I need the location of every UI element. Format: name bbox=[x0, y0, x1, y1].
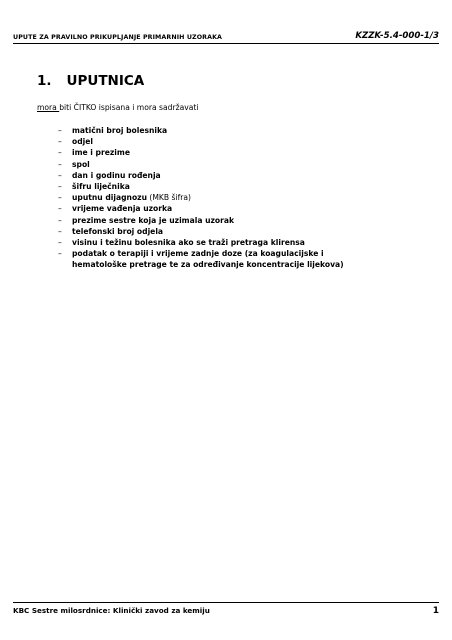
list-item bbox=[58, 192, 378, 203]
list-item-main: odjel bbox=[72, 137, 94, 147]
list-item-text bbox=[72, 237, 378, 248]
list-item-main: podatak o terapiji i vrijeme zadnje doze (za koagulacijske i hematološke pretrage te za određivanje koncentracije lijekova) bbox=[72, 249, 344, 270]
list-dash: – bbox=[58, 226, 62, 236]
list-item-main: dan i godinu rođenja bbox=[72, 170, 161, 180]
page-header bbox=[13, 27, 439, 44]
list-item-text bbox=[72, 203, 378, 214]
page-footer bbox=[13, 602, 439, 616]
list-item bbox=[58, 136, 378, 147]
list-item bbox=[58, 147, 378, 158]
section-number: 1. bbox=[37, 73, 52, 89]
list-dash: – bbox=[58, 238, 62, 248]
section-heading bbox=[37, 73, 144, 89]
list-dash: – bbox=[58, 170, 62, 180]
list-item-main: spol bbox=[72, 159, 90, 169]
list-item-text bbox=[72, 192, 378, 203]
list-dash: – bbox=[58, 137, 62, 147]
list-item-main: ime i prezime bbox=[72, 148, 130, 158]
list-item bbox=[58, 237, 378, 248]
section-title: UPUTNICA bbox=[66, 73, 145, 89]
list-item-main: uputnu dijagnozu bbox=[72, 193, 147, 203]
list-item-text bbox=[72, 215, 378, 226]
list-item bbox=[58, 125, 378, 136]
list-item-note: (MKB šifra) bbox=[147, 193, 192, 203]
list-item-text bbox=[72, 170, 378, 181]
list-item-main: telefonski broj odjela bbox=[72, 226, 164, 236]
list-item-text bbox=[72, 125, 378, 136]
list-item-main: vrijeme vađenja uzorka bbox=[72, 204, 173, 214]
list-dash: – bbox=[58, 249, 62, 259]
list-dash: – bbox=[58, 148, 62, 158]
list-item bbox=[58, 203, 378, 214]
list-dash: – bbox=[58, 159, 62, 169]
list-item bbox=[58, 170, 378, 181]
intro-underlined-word: mora bbox=[37, 103, 60, 112]
list-item bbox=[58, 159, 378, 170]
list-item-main: šifru liječnika bbox=[72, 182, 130, 192]
list-dash: – bbox=[58, 215, 62, 225]
list-item bbox=[58, 181, 378, 192]
list-item-main: matični broj bolesnika bbox=[72, 126, 168, 135]
requirements-list bbox=[58, 125, 378, 271]
intro-text: biti ČITKO ispisana i mora sadržavati bbox=[59, 103, 199, 112]
list-item-text bbox=[72, 136, 378, 147]
list-item bbox=[58, 226, 378, 237]
list-item-text bbox=[72, 248, 378, 270]
list-item-text bbox=[72, 147, 378, 158]
list-item-main: visinu i težinu bolesnika ako se traži pretraga klirensa bbox=[72, 238, 305, 248]
list-item-text bbox=[72, 159, 378, 170]
list-item-main: prezime sestre koja je uzimala uzorak bbox=[72, 215, 235, 225]
list-item-text bbox=[72, 181, 378, 192]
list-dash: – bbox=[58, 204, 62, 214]
list-dash: – bbox=[58, 182, 62, 192]
footer-institution: KBC Sestre milosrdnice: Klinički zavod za kemiju bbox=[13, 606, 210, 615]
header-document-title: UPUTE ZA PRAVILNO PRIKUPLJANJE PRIMARNIH UZORAKA bbox=[13, 34, 223, 41]
intro-sentence bbox=[37, 103, 198, 112]
list-item bbox=[58, 215, 378, 226]
list-item-text bbox=[72, 226, 378, 237]
page-number: 1 bbox=[432, 606, 439, 616]
list-dash: – bbox=[58, 126, 62, 135]
list-dash: – bbox=[58, 193, 62, 203]
list-item bbox=[58, 248, 378, 270]
header-document-code: KZZK-5.4-000-1/3 bbox=[355, 31, 439, 41]
